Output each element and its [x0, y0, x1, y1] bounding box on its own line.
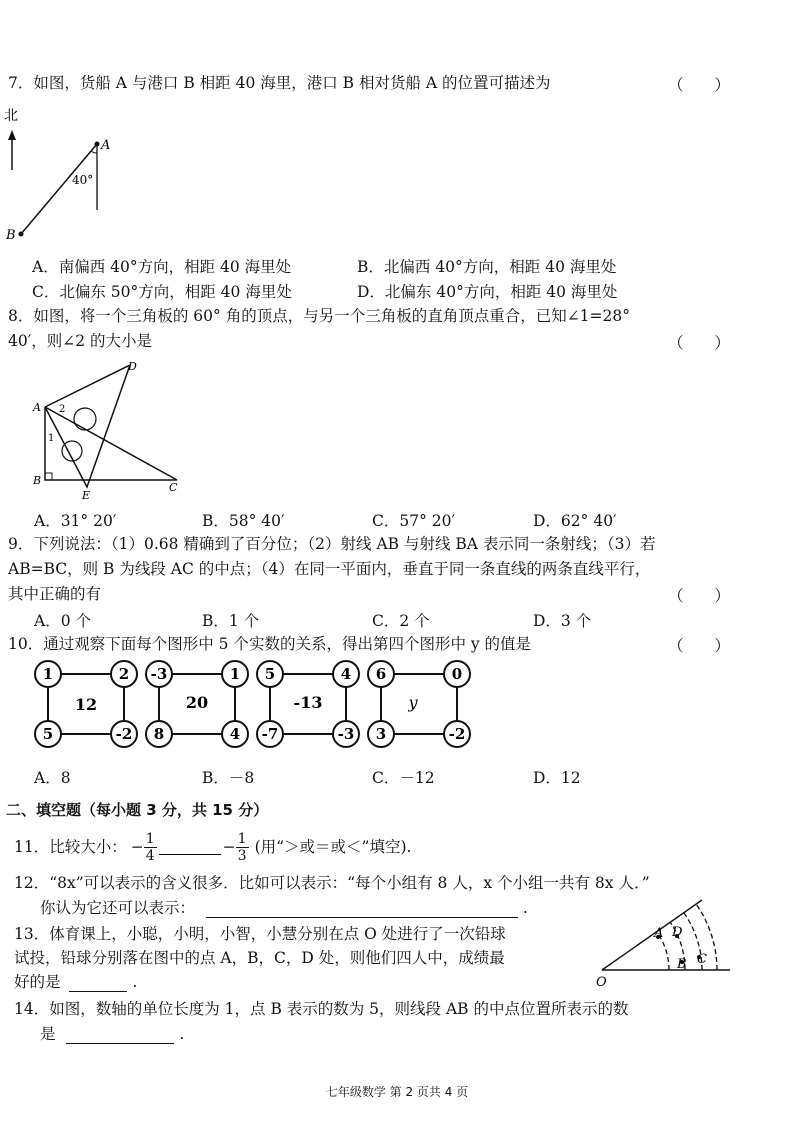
q13-end: . — [132, 973, 138, 991]
q14-end: . — [179, 1025, 185, 1043]
fig3-top-left: 5 — [264, 665, 276, 683]
q11-fraction-1 — [144, 831, 157, 864]
q9-line3: 其中正确的有 — [8, 585, 102, 603]
q9-answer-paren: （ ） — [668, 587, 731, 605]
triangle-ADE — [45, 365, 130, 487]
q8-stem-line1: 8．如图，将一个三角板的 60° 角的顶点，与另一个三角板的直角顶点重合，已知∠1=28° — [8, 307, 631, 325]
q11-row — [14, 825, 411, 869]
segment-AB — [21, 144, 97, 234]
label-C: C — [169, 481, 178, 494]
section-title-fill-in: 二、填空题（每小题 3 分，共 15 分） — [6, 801, 269, 819]
fig2-bottom-left: 8 — [153, 725, 165, 743]
q8-stem-line2: 40′，则∠2 的大小是 — [8, 332, 153, 350]
q11-frac1-sign: − — [130, 838, 144, 856]
q7-option-b: B．北偏西 40°方向，相距 40 海里处 — [357, 258, 617, 276]
q7-option-c: C．北偏东 50°方向，相距 40 海里处 — [32, 283, 292, 301]
angle-1-label: 1 — [48, 433, 55, 444]
fig2-bottom-right: 4 — [229, 725, 241, 743]
q8-answer-paren: （ ） — [668, 334, 731, 352]
q10-stem: 10．通过观察下面每个图形中 5 个实数的关系，得出第四个图形中 y 的值是 — [8, 635, 532, 653]
label-E: E — [82, 489, 91, 502]
q11-answer-blank[interactable] — [159, 840, 221, 855]
q9-line1: 9．下列说法：（1）0.68 精确到了百分位；（2）射线 AB 与射线 BA 表示同一条射线；（3）若 — [8, 535, 656, 553]
q13-line3-row — [14, 972, 137, 992]
q13-line3: 好的是 — [14, 973, 61, 991]
angle-40-label: 40° — [72, 173, 94, 187]
q11-frac2-sign: − — [222, 838, 236, 856]
q7-stem: 7．如图，货船 A 与港口 B 相距 40 海里，港口 B 相对货船 A 的位置可描述为 — [8, 74, 551, 92]
q11-frac1-den: 4 — [145, 847, 155, 864]
q12-line2-row — [40, 898, 528, 918]
q13-line2: 试投，铅球分别落在图中的点 A，B，C，D 处，则他们四人中，成绩最 — [14, 949, 505, 967]
q11-suffix: (用“＞或＝或＜”填空). — [254, 838, 412, 856]
q10-answer-paren: （ ） — [668, 637, 731, 655]
upper-ray — [602, 900, 702, 970]
q11-frac2-num: 1 — [237, 830, 247, 847]
fig3-bottom-left: -7 — [261, 725, 279, 743]
q14-answer-blank[interactable] — [66, 1029, 174, 1044]
q12-line1: 12．“8x”可以表示的含义很多．比如可以表示：“每个小组有 8 人，x 个小组一共有 8x 人．” — [14, 874, 650, 892]
q14-line1: 14．如图，数轴的单位长度为 1，点 B 表示的数为 5，则线段 AB 的中点位置所表示的数 — [14, 1000, 629, 1018]
q10-option-d: D．12 — [533, 769, 581, 787]
q10-figure-4 — [368, 661, 470, 747]
q11-frac2-den: 3 — [237, 847, 247, 864]
label-D: D — [672, 925, 683, 940]
fig4-center: y — [408, 693, 418, 712]
label-O: O — [596, 975, 607, 990]
q14-line2: 是 — [40, 1025, 56, 1043]
q14-line2-row — [40, 1024, 184, 1044]
q9-line2: AB=BC，则 B 为线段 AC 的中点；（4）在同一平面内，垂直于同一条直线的两条直线平行， — [8, 560, 651, 578]
q10-figure-3 — [257, 661, 359, 747]
fig1-bottom-left: 5 — [42, 725, 54, 743]
q8-option-b: B．58° 40′ — [202, 512, 285, 530]
angle-2-label: 2 — [59, 404, 66, 415]
q7-figure — [0, 100, 130, 250]
q11-frac1-num: 1 — [145, 830, 155, 847]
q8-option-c: C．57° 20′ — [372, 512, 456, 530]
fig1-bottom-right: -2 — [115, 725, 133, 743]
q12-line2: 你认为它还可以表示： — [40, 899, 196, 917]
q12-end: . — [522, 899, 528, 917]
hole-circle-1 — [74, 408, 96, 430]
page-footer: 七年级数学 第 2 页共 4 页 — [325, 1085, 469, 1099]
point-B — [19, 232, 24, 237]
label-A: A — [101, 138, 111, 153]
q13-answer-blank[interactable] — [69, 977, 127, 992]
fig4-top-right: 0 — [451, 665, 463, 683]
q8-figure — [25, 355, 195, 505]
q10-figure-2 — [146, 661, 248, 747]
q7-option-a: A．南偏西 40°方向，相距 40 海里处 — [32, 258, 292, 276]
fig3-top-right: 4 — [340, 665, 352, 683]
angle-arc — [91, 151, 97, 153]
label-A: A — [654, 926, 664, 941]
q10-figure-1 — [35, 661, 137, 747]
label-A: A — [33, 401, 41, 414]
fig1-top-left: 1 — [42, 665, 54, 683]
q9-option-c: C．2 个 — [372, 612, 430, 630]
fig4-bottom-left: 3 — [375, 725, 387, 743]
label-C: C — [697, 952, 707, 967]
right-angle-mark — [45, 473, 52, 480]
q9-option-a: A．0 个 — [34, 612, 91, 630]
fig1-center: 12 — [74, 695, 98, 714]
q9-option-d: D．3 个 — [533, 612, 592, 630]
fig2-top-right: 1 — [229, 665, 241, 683]
q11-fraction-2 — [236, 831, 249, 864]
q7-answer-paren: （ ） — [668, 76, 731, 94]
fig4-bottom-right: -2 — [448, 725, 466, 743]
north-label: 北 — [4, 108, 18, 124]
label-D: D — [128, 360, 137, 373]
q10-figures — [28, 656, 478, 750]
label-B: B — [677, 957, 687, 972]
fig3-bottom-right: -3 — [337, 725, 355, 743]
label-B: B — [6, 228, 16, 243]
q10-option-a: A．8 — [34, 769, 71, 787]
q11-prefix: 11．比较大小： — [14, 838, 127, 856]
fig4-top-left: 6 — [375, 665, 387, 683]
north-arrow-head — [8, 130, 16, 140]
q10-option-c: C．－12 — [372, 769, 435, 787]
q13-figure — [582, 892, 732, 992]
fig3-center: -13 — [293, 693, 323, 712]
q12-answer-blank[interactable] — [206, 903, 518, 918]
q8-option-a: A．31° 20′ — [34, 512, 117, 530]
q10-option-b: B．－8 — [202, 769, 255, 787]
fig1-top-right: 2 — [118, 665, 130, 683]
fig2-top-left: -3 — [150, 665, 168, 683]
fig2-center: 20 — [185, 693, 209, 712]
q8-option-d: D．62° 40′ — [533, 512, 617, 530]
point-A — [95, 142, 100, 147]
q7-option-d: D．北偏东 40°方向，相距 40 海里处 — [357, 283, 618, 301]
label-B: B — [33, 474, 42, 487]
q13-line1: 13．体育课上，小聪，小明，小智，小慧分别在点 O 处进行了一次铅球 — [14, 925, 506, 943]
q9-option-b: B．1 个 — [202, 612, 260, 630]
